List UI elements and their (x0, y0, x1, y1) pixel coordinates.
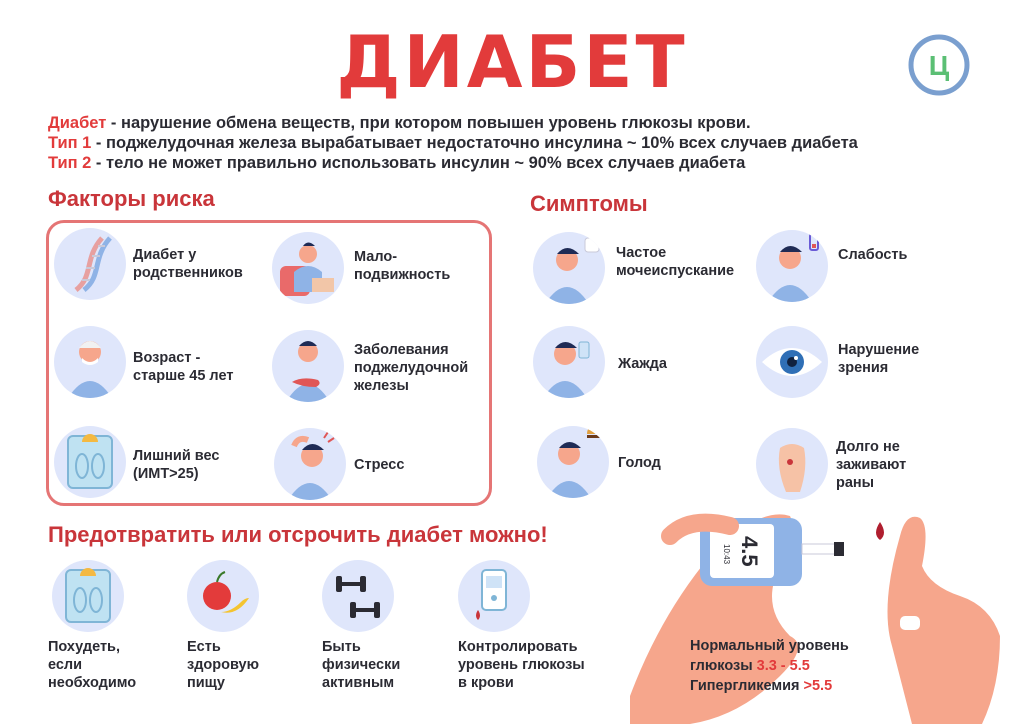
sedentary-person-icon (272, 232, 344, 304)
symptom-label-vision: Нарушение зрения (838, 342, 920, 376)
logo-letter: Ц (928, 50, 950, 81)
symptom-label-wounds: Долго не заживают раны (836, 439, 907, 491)
eye-icon (756, 326, 828, 398)
toilet-person-icon (533, 232, 605, 304)
intro-line-1: Диабет - нарушение обмена веществ, при котором повышен уровень глюкозы крови. (48, 114, 751, 132)
prevention-label-glucose: Контролировать уровень глюкозы в крови (458, 639, 585, 691)
glucometer-reading: 4.5 (737, 536, 762, 567)
symptom-label-weakness: Слабость (838, 247, 908, 263)
page-title: ДИАБЕТ (336, 20, 688, 104)
intro-line-3: Тип 2 - тело не может правильно использовать инсулин ~ 90% всех случаев диабета (48, 154, 746, 172)
risk-label-age: Возраст - старше 45 лет (133, 350, 234, 384)
prevention-label-weight: Похудеть, если необходимо (48, 639, 137, 691)
prevention-label-food: Есть здоровую пищу (187, 639, 259, 691)
pancreas-icon (272, 330, 344, 402)
norm-line-1: Нормальный уровень (690, 638, 849, 654)
risk-label-overweight: Лишний вес (ИМТ>25) (133, 448, 220, 482)
hungry-person-icon (537, 426, 609, 498)
symptom-label-urination: Частое мочеиспускание (616, 245, 735, 279)
symptom-label-thirst: Жажда (618, 356, 667, 372)
prevention-section-title: Предотвратить или отсрочить диабет можно! (48, 522, 548, 547)
glucometer-icon (458, 560, 530, 632)
symptom-label-hunger: Голод (618, 455, 661, 471)
risk-label-stress: Стресс (354, 457, 405, 473)
symptoms-section-title: Симптомы (530, 191, 648, 216)
risk-label-sedentary: Мало- подвижность (354, 249, 451, 283)
risk-label-pancreas: Заболевания поджелудочной железы (354, 342, 469, 394)
dumbbells-icon (322, 560, 394, 632)
scale-icon (54, 426, 126, 498)
dna-icon (54, 228, 126, 300)
risk-label-heredity: Диабет у родственников (133, 247, 243, 281)
norm-line-2: глюкозы 3.3 - 5.5 (690, 658, 810, 674)
scale-icon (52, 560, 124, 632)
wounded-foot-icon (756, 428, 828, 500)
norm-line-3: Гипергликемия >5.5 (690, 678, 833, 694)
intro-line-2: Тип 1 - поджелудочная железа вырабатывает недостаточно инсулина ~ 10% всех случаев диабета (48, 134, 858, 152)
prevention-label-activity: Быть физически активным (322, 639, 401, 691)
risk-section-title: Факторы риска (48, 186, 215, 211)
drinking-person-icon (533, 326, 605, 398)
glucometer-time: 10:43 (722, 544, 731, 565)
clinic-logo-icon (908, 34, 970, 96)
stressed-person-icon (274, 428, 346, 500)
healthy-food-icon (187, 560, 259, 632)
glucose-norm-text (690, 636, 849, 696)
elderly-person-icon (54, 326, 126, 398)
weak-person-icon (756, 230, 828, 302)
